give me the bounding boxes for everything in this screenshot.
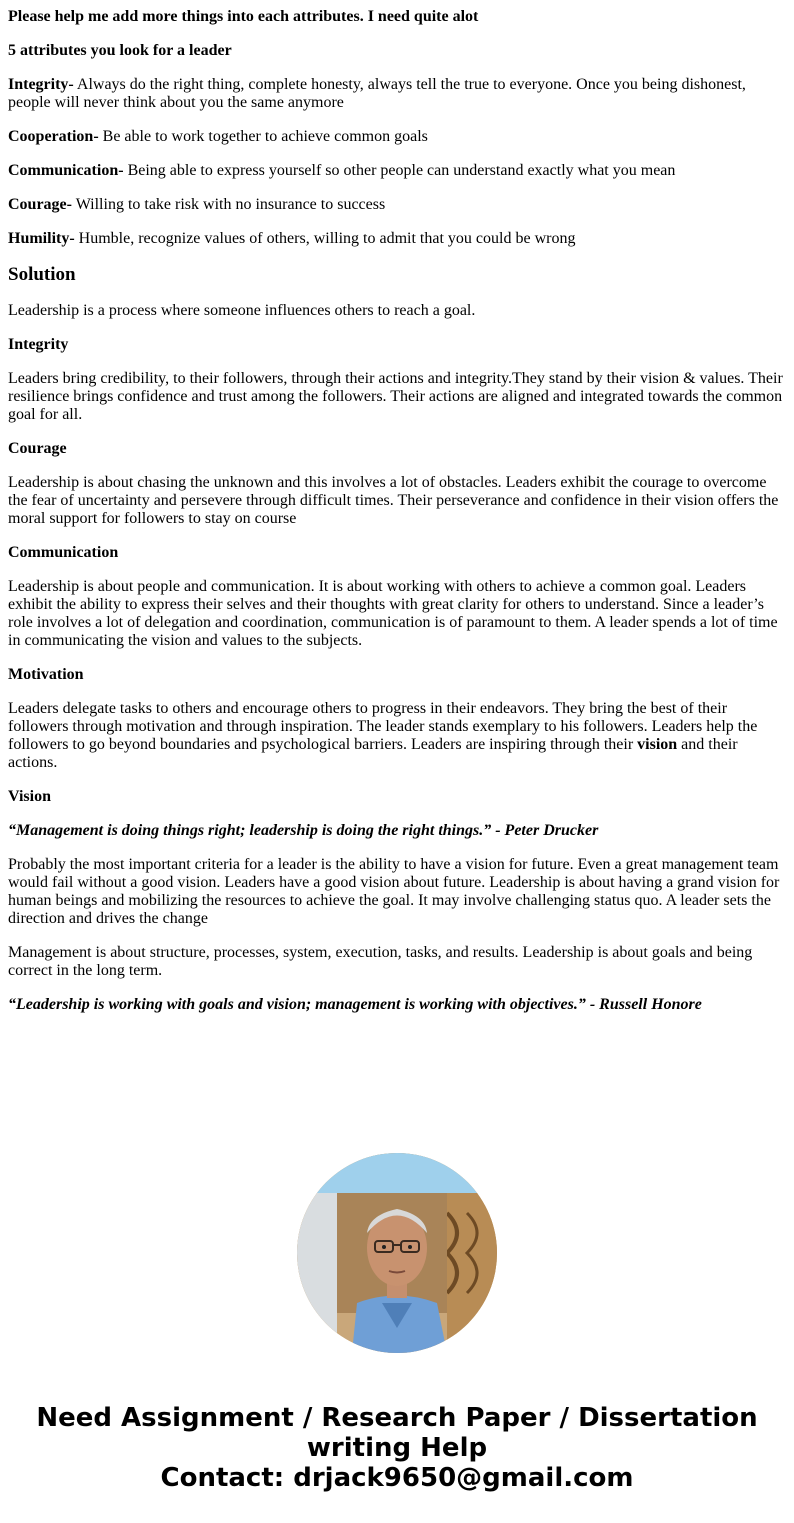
communication-title: Communication <box>8 544 119 561</box>
integrity-text: Leaders bring credibility, to their followers, through their actions and integrity.They stand by their vision & values. Their resilience brings confidence and trust among the followers. Their actions are aligned and integrated towards the common goal for all. <box>8 370 783 423</box>
attribute-communication: Communication- Being able to express yourself so other people can understand exactly what you mean <box>8 162 676 179</box>
courage-title: Courage <box>8 440 67 457</box>
contact-footer <box>0 1403 794 1493</box>
vision-paragraph-1: Probably the most important criteria for a leader is the ability to have a vision for future. Even a great management team would fail without a good vision. Leaders have a good vision about future. Leadership is about having a grand vision for human beings and mobilizing the resources to achieve the goal. It may involve challenging status quo. A leader sets the direction and drives the change <box>8 856 780 927</box>
integrity-title: Integrity <box>8 336 69 353</box>
article <box>8 0 786 1030</box>
attribute-cooperation: Cooperation- Be able to work together to achieve common goals <box>8 128 428 145</box>
vision-paragraph-2: Management is about structure, processes, system, execution, tasks, and results. Leadership is about goals and being correct in the long term. <box>8 944 753 979</box>
motivation-title: Motivation <box>8 666 84 683</box>
communication-text: Leadership is about people and communication. It is about working with others to achieve a common goal. Leaders exhibit the ability to express their selves and their thoughts with great clarity for others to understand. Since a leader’s role involves a lot of delegation and coordination, communication is of paramount to them. A leader spends a lot of time in communicating the vision and values to the subjects. <box>8 578 778 649</box>
attribute-courage: Courage- Willing to take risk with no insurance to success <box>8 196 386 213</box>
solution-heading: Solution <box>8 264 76 285</box>
footer-line-1: Need Assignment / Research Paper / Dissertation <box>36 1403 758 1433</box>
attribute-integrity: Integrity- Always do the right thing, complete honesty, always tell the true to everyone. Once you being dishonest, people will never think about you the same anymore <box>8 76 746 111</box>
motivation-text: Leaders delegate tasks to others and encourage others to progress in their endeavors. They bring the best of their followers through motivation and through inspiration. The leader stands exemplary to his followers. Leaders help the followers to go beyond boundaries and psychological barriers. Leaders are inspiring through their vision and their actions. <box>8 700 758 771</box>
question-request: Please help me add more things into each attributes. I need quite alot <box>8 8 479 25</box>
vision-title: Vision <box>8 788 51 805</box>
footer-contact-email: Contact: drjack9650@gmail.com <box>160 1463 634 1493</box>
avatar-portrait-image <box>297 1153 497 1353</box>
attribute-humility: Humility- Humble, recognize values of others, willing to admit that you could be wrong <box>8 230 576 247</box>
solution-intro: Leadership is a process where someone influences others to reach a goal. <box>8 302 476 319</box>
vision-quote-honore: “Leadership is working with goals and vision; management is working with objectives.” - Russell Honore <box>8 996 702 1013</box>
footer-line-2: writing Help <box>306 1433 488 1463</box>
avatar <box>297 1153 497 1353</box>
attributes-title: 5 attributes you look for a leader <box>8 42 232 59</box>
courage-text: Leadership is about chasing the unknown and this involves a lot of obstacles. Leaders exhibit the courage to overcome the fear of uncertainty and persevere through difficult times. Their perseverance and confidence in their vision offers the moral support for followers to stay on course <box>8 474 779 527</box>
vision-quote-drucker: “Management is doing things right; leadership is doing the right things.” - Peter Drucker <box>8 822 599 839</box>
